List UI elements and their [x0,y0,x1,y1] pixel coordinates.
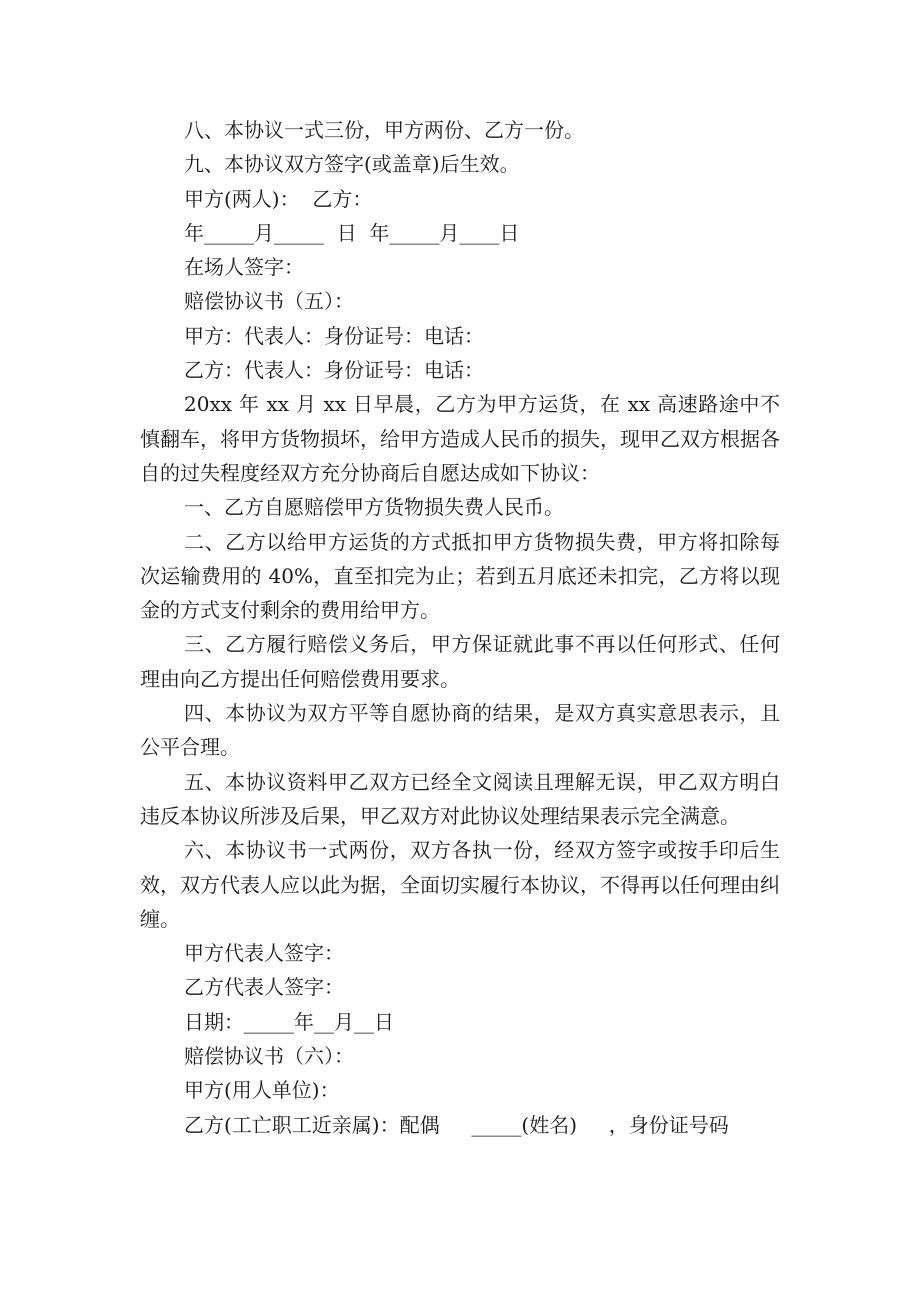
party-a-info-line: 甲方：代表人：身份证号：电话： [184,323,484,348]
date-line: 年_____月_____ 日 年_____月____日 [184,220,520,245]
document-body [140,113,780,1142]
signing-date-line: 日期：_____年__月__日 [184,1009,394,1034]
clause-9: 九、本协议双方签字(或盖章)后生效。 [184,152,520,177]
witness-signature-line: 在场人签字： [184,255,304,280]
clause-item-6: 六、本协议书一式两份，双方各执一份，经双方签字或按手印后生效，双方代表人应以此为据，全面切实履行本协议，不得再以任何理由纠缠。 [140,838,780,931]
relatives-line: 乙方(工亡职工近亲属)：配偶 _____(姓名) ，身份证号码 [184,1112,729,1137]
clause-item-2: 二、乙方以给甲方运货的方式抵扣甲方货物损失费，甲方将扣除每次运输费用的 40%，直至扣完为止；若到五月底还未扣完，乙方将以现金的方式支付剩余的费用给甲方。 [140,529,780,623]
party-signature-line: 甲方(两人)： 乙方： [184,186,373,211]
intro-paragraph: 20xx 年 xx 月 xx 日早晨，乙方为甲方运货，在 xx 高速路途中不慎翻车，将甲方货物损坏，给甲方造成人民币的损失，现甲乙双方根据各自的过失程度经双方充分协商后自愿达成如下协议： [140,392,780,485]
party-b-rep-signature: 乙方代表人签字： [184,975,344,1000]
party-b-info-line: 乙方：代表人：身份证号：电话： [184,358,484,383]
party-a-rep-signature: 甲方代表人签字： [184,941,344,966]
clause-item-3: 三、乙方履行赔偿义务后，甲方保证就此事不再以任何形式、任何理由向乙方提出任何赔偿费用要求。 [140,632,780,691]
clause-item-1: 一、乙方自愿赔偿甲方货物损失费人民币。 [184,495,564,520]
clause-8: 八、本协议一式三份，甲方两份、乙方一份。 [184,118,584,142]
clause-item-5: 五、本协议资料甲乙双方已经全文阅读且理解无误，甲乙双方明白违反本协议所涉及后果，甲乙双方对此协议处理结果表示完全满意。 [140,769,780,828]
agreement-heading-5: 赔偿协议书（五）： [184,289,354,314]
employer-line: 甲方(用人单位)： [184,1078,340,1103]
agreement-heading-6: 赔偿协议书（六）： [184,1044,354,1069]
clause-item-4: 四、本协议为双方平等自愿协商的结果，是双方真实意思表示，且公平合理。 [140,701,780,760]
